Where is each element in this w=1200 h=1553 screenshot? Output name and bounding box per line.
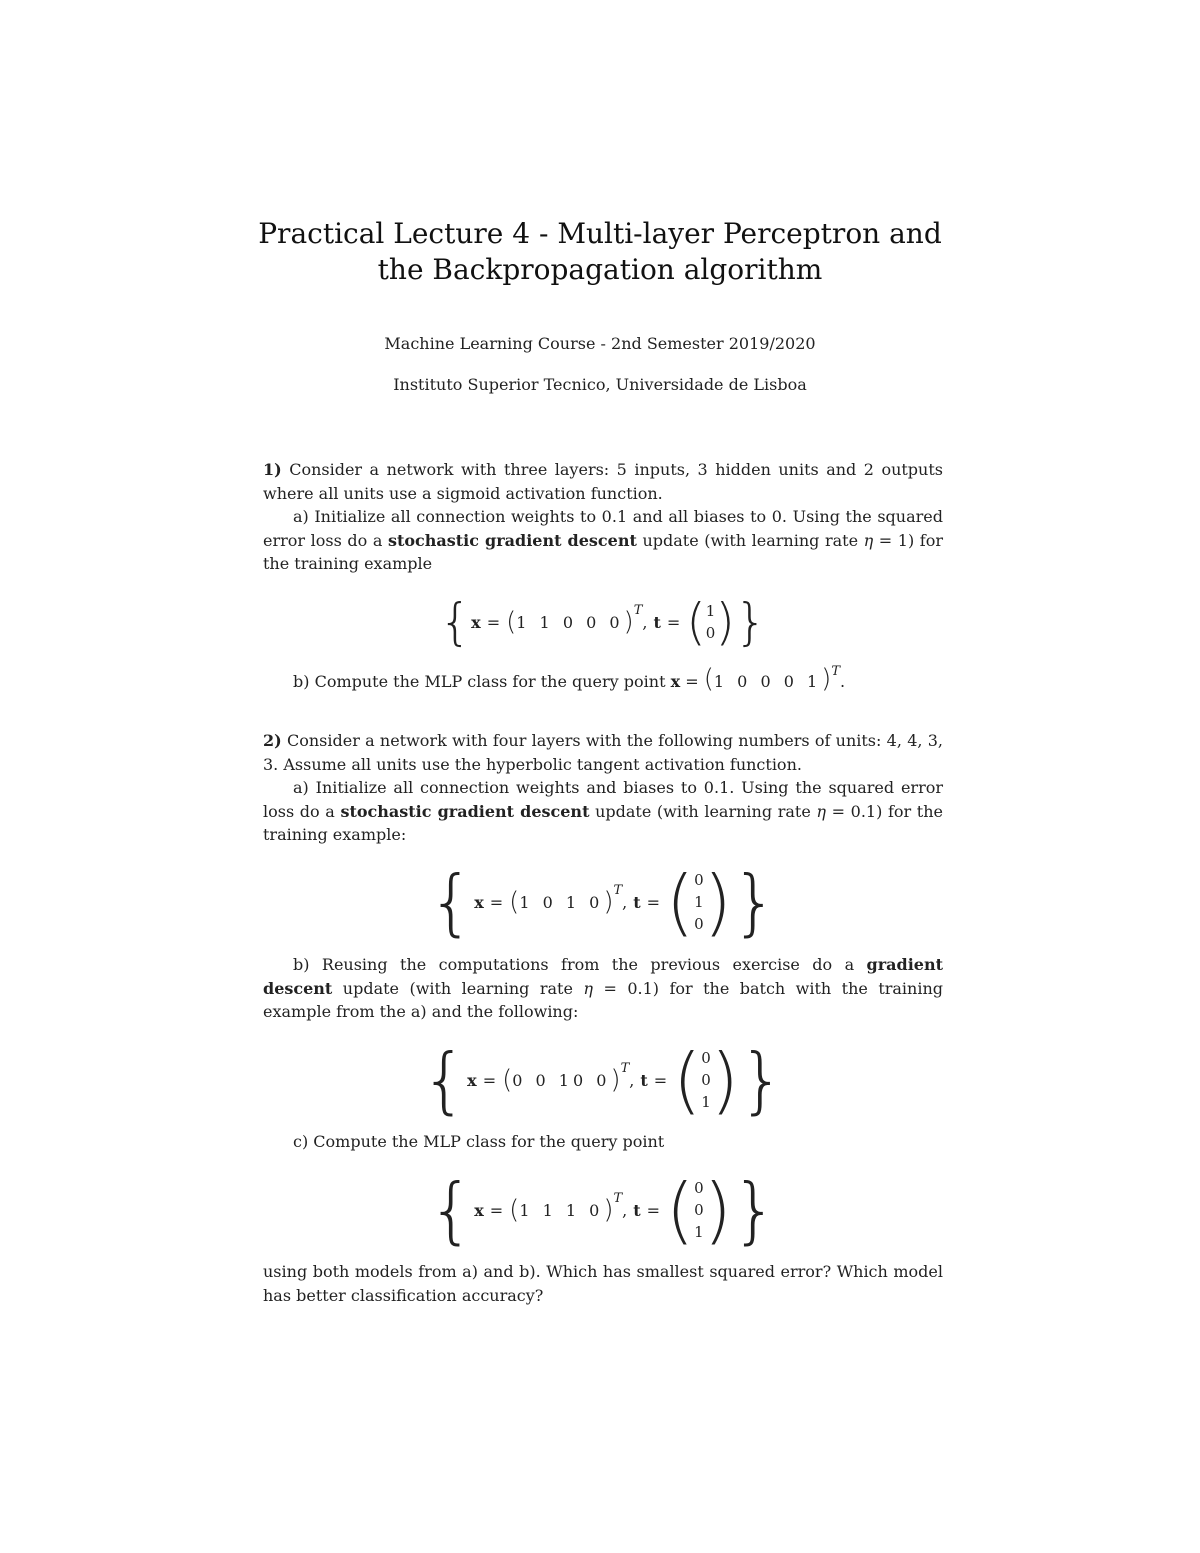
exercise-1: [263, 458, 943, 576]
eq2a-comma: ,: [622, 892, 628, 912]
eq1-x-label: x: [471, 612, 481, 632]
eq2c-t-lparen: (: [666, 1168, 695, 1252]
eq2c-x-rparen: ): [603, 1195, 614, 1225]
eq1-comma: ,: [642, 612, 648, 632]
eq1-x-rparen: ): [623, 607, 634, 637]
exercise-2-part-c: [263, 1130, 943, 1154]
eq2b-right-brace: }: [738, 1038, 785, 1122]
eq1-right-brace: }: [734, 593, 767, 651]
eq2c-t-0: 0: [694, 1179, 704, 1197]
eq2c-transpose: T: [613, 1190, 623, 1206]
ex1-a-bold: stochastic gradient descent: [387, 530, 637, 550]
exercise-2-intro-text: Consider a network with four layers with the following numbers of units: 4, 4, 3, 3. Assume all units use the hyperbolic tangent activation function.: [263, 731, 943, 774]
eq1-t-1: 0: [705, 624, 716, 642]
eq2b-transpose: T: [620, 1060, 630, 1076]
ex1-b-transpose: T: [831, 664, 840, 679]
eq2a-x-lparen: (: [509, 887, 520, 917]
ex1-a-post: for the training example: [263, 530, 943, 573]
exercise-1-part-b: [263, 666, 943, 696]
eq2b-t-2: 1: [701, 1093, 711, 1111]
eq2c-t-2: 1: [694, 1223, 704, 1241]
eq2a-eq-t: =: [646, 892, 661, 912]
ex1-b-eq: =: [685, 672, 699, 691]
eq1-t-0: 1: [705, 602, 716, 620]
ex1-a-eta: η: [863, 530, 874, 550]
ex2-a-post: for the training example:: [263, 801, 944, 844]
ex1-a-eq: = 1): [878, 530, 915, 550]
eq1-t-rparen: ): [715, 593, 735, 651]
eq2a-left-brace: {: [428, 860, 475, 944]
eq2b-eq-t: =: [653, 1070, 668, 1090]
eq2a-eq-x: =: [489, 892, 504, 912]
eq2a-t-rparen: ): [703, 860, 732, 944]
exercise-1-number: 1): [263, 460, 282, 479]
eq2a-t-2: 0: [694, 915, 704, 933]
ex2-b-eq: = 0.1): [603, 978, 660, 998]
eq2b-t-1: 0: [701, 1071, 711, 1089]
ex1-b-lparen: (: [703, 664, 714, 694]
eq1-t-label: t: [653, 612, 661, 632]
ex2-b-mid: update (with learning rate: [342, 978, 573, 998]
eq2b-t-label: t: [640, 1070, 648, 1090]
exercise-1-part-a: [263, 505, 943, 576]
eq2c-right-brace: }: [731, 1168, 778, 1252]
ex2-closing-text: using both models from a) and b). Which has smallest squared error? Which model has better classification accuracy?: [263, 1262, 943, 1305]
eq2b-t-lparen: (: [673, 1038, 702, 1122]
exercise-2: [263, 729, 943, 847]
eq2c-left-brace: {: [428, 1168, 475, 1252]
ex2-b-eta: η: [583, 978, 594, 998]
ex1-a-mid: update (with learning rate: [642, 530, 859, 550]
eq2a-t-0: 0: [694, 871, 704, 889]
eq2c-x-label: x: [474, 1200, 484, 1220]
ex2-b-post: for the batch with the training example from the a) and the following:: [263, 978, 944, 1021]
exercise-2-part-b: [263, 953, 943, 1024]
eq2c-eq-t: =: [646, 1200, 661, 1220]
eq2c-t-label: t: [633, 1200, 641, 1220]
eq2b-eq-x: =: [482, 1070, 497, 1090]
exercise-1-intro-text: Consider a network with three layers: 5 inputs, 3 hidden units and 2 outputs where all units use a sigmoid activation function.: [263, 460, 943, 503]
eq2c-comma: ,: [622, 1200, 628, 1220]
eq1-left-brace: {: [439, 593, 472, 651]
eq2a-x-vector: 1 0 1 0: [519, 892, 604, 912]
eq2b-t-vector: [701, 1047, 711, 1113]
eq2b-x-lparen: (: [502, 1065, 513, 1095]
eq2b-left-brace: {: [421, 1038, 468, 1122]
eq2c-x-lparen: (: [509, 1195, 520, 1225]
eq2b-x-vector: 0 0 10 0: [512, 1070, 611, 1090]
institution-line: Instituto Superior Tecnico, Universidade de Lisboa: [393, 375, 807, 394]
equation-1: [263, 592, 943, 652]
eq2b-x-label: x: [467, 1070, 477, 1090]
equation-2b: [263, 1040, 943, 1120]
eq2a-right-brace: }: [731, 860, 778, 944]
ex2-b-pre: b) Reusing the computations from the previous exercise do a: [293, 955, 855, 974]
ex2-a-bold: stochastic gradient descent: [340, 801, 590, 821]
title-line-1: Practical Lecture 4 - Multi-layer Perceptron and: [258, 217, 942, 250]
eq1-t-vector: [706, 600, 716, 644]
eq1-eq-t: =: [666, 612, 681, 632]
ex2-a-mid: update (with learning rate: [595, 801, 811, 821]
eq1-x-vector: 1 1 0 0 0: [516, 612, 624, 632]
eq2b-comma: ,: [629, 1070, 635, 1090]
eq2c-t-1: 0: [694, 1201, 704, 1219]
exercise-1-intro: [263, 458, 943, 505]
course-line: Machine Learning Course - 2nd Semester 2019/2020: [384, 334, 816, 353]
eq2a-t-1: 1: [694, 893, 704, 911]
eq2a-transpose: T: [613, 882, 623, 898]
eq2b-t-0: 0: [701, 1049, 711, 1067]
eq2c-t-vector: [694, 1177, 704, 1243]
exercise-2-intro: [263, 729, 943, 776]
ex2-a-pre: a) Initialize all connection weights and biases to 0.1. Using the squared error loss do a: [263, 778, 943, 821]
ex1-b-text: b) Compute the MLP class for the query point: [293, 672, 666, 691]
eq2a-x-rparen: ): [603, 887, 614, 917]
ex2-b-bold: gradient descent: [263, 955, 943, 998]
document-title: [0, 216, 1200, 288]
ex1-b-vector: 1 0 0 0 1: [713, 672, 822, 691]
equation-2a: [263, 862, 943, 942]
ex1-b-rparen: ): [821, 664, 832, 694]
ex2-c-text: c) Compute the MLP class for the query point: [293, 1132, 665, 1151]
title-line-2: the Backpropagation algorithm: [377, 253, 823, 286]
eq1-eq-x: =: [486, 612, 501, 632]
ex1-b-x: x: [670, 672, 681, 691]
eq1-t-lparen: (: [686, 593, 706, 651]
eq2c-x-vector: 1 1 1 0: [519, 1200, 604, 1220]
ex2-a-eta: η: [816, 801, 827, 821]
exercise-2-part-a: [263, 776, 943, 847]
exercise-2-closing: [263, 1260, 943, 1307]
eq2c-t-rparen: ): [703, 1168, 732, 1252]
ex1-a-pre: a) Initialize all connection weights to 0.1 and all biases to 0. Using the squared error loss do a: [263, 507, 943, 550]
eq2a-t-label: t: [633, 892, 641, 912]
ex1-b-period: .: [839, 672, 846, 691]
eq2b-x-rparen: ): [610, 1065, 621, 1095]
eq1-transpose: T: [633, 602, 643, 618]
eq2b-t-rparen: ): [710, 1038, 739, 1122]
exercise-2-number: 2): [263, 731, 282, 750]
eq1-x-lparen: (: [506, 607, 517, 637]
eq2c-eq-x: =: [489, 1200, 504, 1220]
eq2a-t-lparen: (: [666, 860, 695, 944]
eq2a-t-vector: [694, 869, 704, 935]
eq2a-x-label: x: [474, 892, 484, 912]
equation-2c: [263, 1170, 943, 1250]
ex2-a-eq: = 0.1): [831, 801, 883, 821]
